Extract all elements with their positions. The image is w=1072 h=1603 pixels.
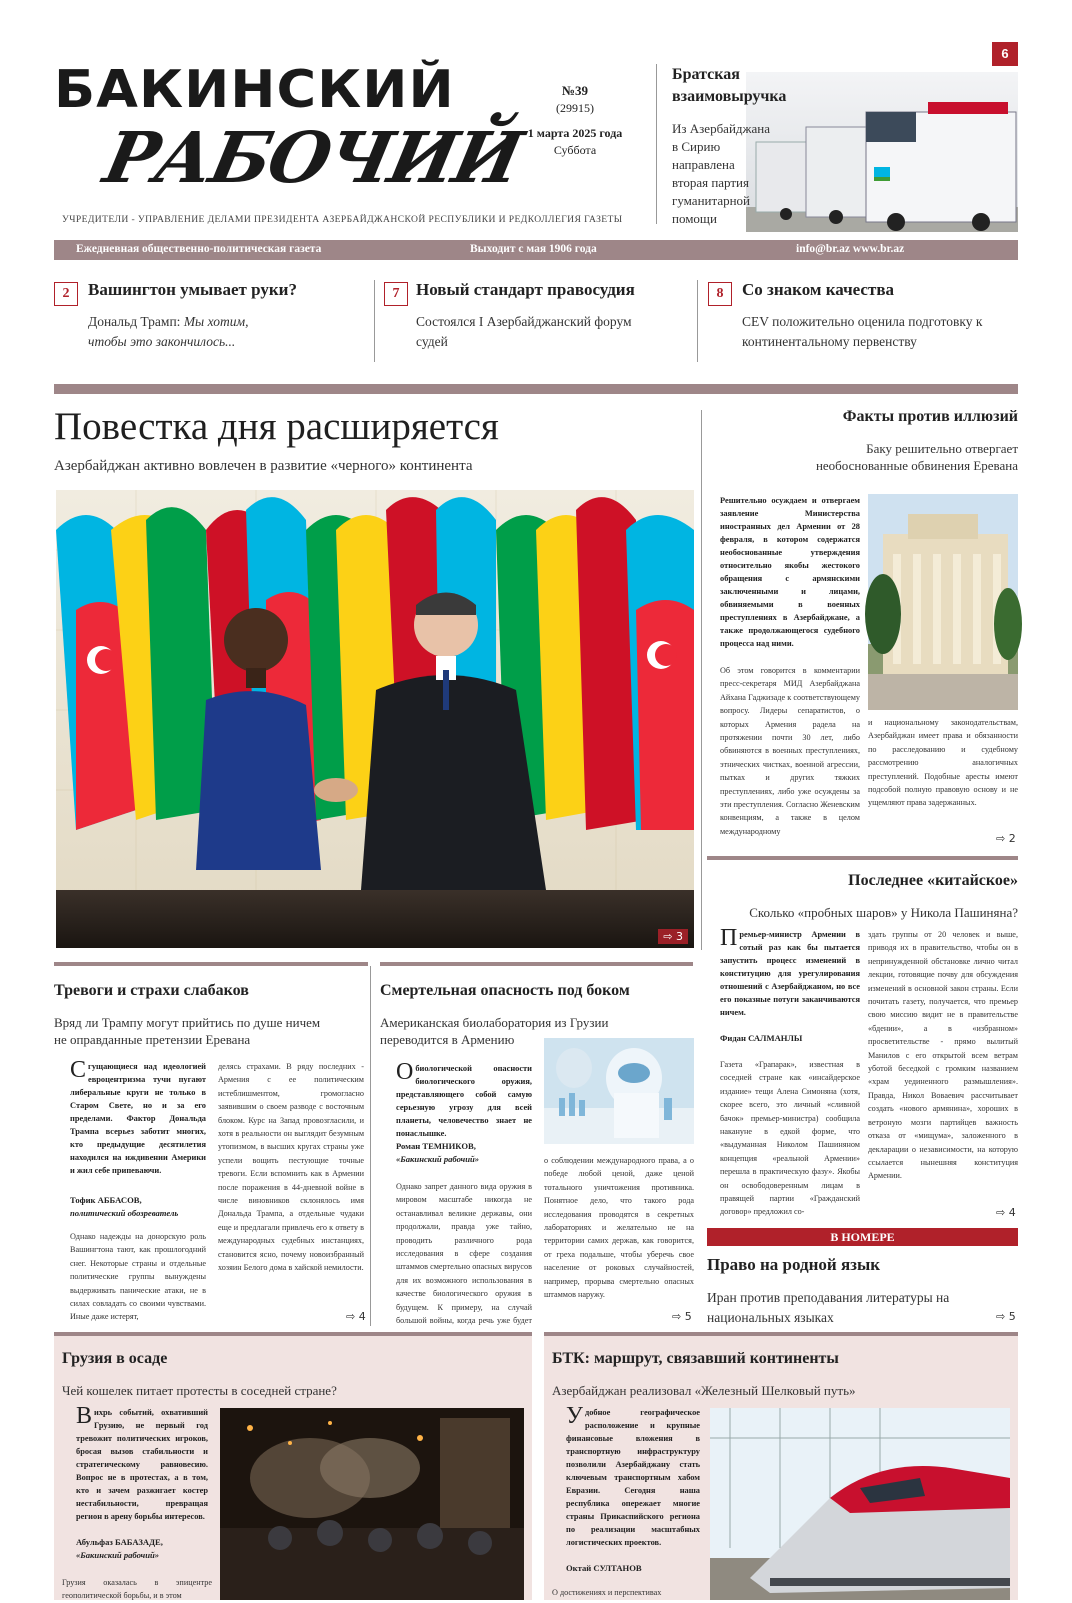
facts-subtitle: Баку решительно отвергает необоснованные обвинения Еревана bbox=[815, 441, 1018, 473]
georgia-subtitle: Чей кошелек питает протесты в соседней стране? bbox=[62, 1383, 337, 1398]
chinese-ref[interactable]: ⇨ 4 bbox=[996, 1206, 1016, 1219]
facts-title[interactable]: Факты против иллюзий bbox=[842, 408, 1018, 425]
danger-author: Роман ТЕМНИКОВ, «Бакинский рабочий» bbox=[396, 1141, 480, 1164]
btk-title[interactable]: БТК: маршрут, связавший континенты bbox=[552, 1350, 839, 1367]
chinese-title[interactable]: Последнее «китайское» bbox=[848, 872, 1018, 889]
in-issue-banner: В НОМЕРЕ bbox=[707, 1228, 1018, 1246]
promo-title: Братская взаимовыручка bbox=[672, 66, 787, 105]
btk-lead: Удобное географическое расположение и крупные финансовые вложения в транспортную инфраструктуру позволили Азербайджану стать ключевым транспортным хабом Евразии. Сегодня наша республика опережает многие страны Прикаспийского региона по реализации масштабных логистических проектов. bbox=[566, 1403, 700, 1547]
danger-body-2: о соблюдении международного права, а о победе любой ценой, даже ценой тотального уничтожения противника. Понятное дело, что такого рода исследования проводятся в секретных лабораториях и желательно не на территории самих держав, как говорится, от греха подальше, чтобы уберечь свое население от роковых случайностей, например, прорыва смертельно опасных штаммов наружу. bbox=[544, 1156, 694, 1300]
main-photo bbox=[56, 490, 694, 948]
teaser-divider-2 bbox=[697, 280, 698, 362]
info-bar-since: Выходит с мая 1906 года bbox=[470, 243, 597, 255]
chinese-body-1: Газета «Грапарак», известная в соседней стране как «инсайдерское издание» тещи Алена Симоняна (хотя, скорее всего, это личный «сливной бачок» премьер-министра) сообщила накануне в едкой форме, что «выдуманная Николом Пашиняном концепция «реальной Армении» перешла в практическую фазу». Якобы он освободоверенным лицам в правящей партии «Гражданский договор» предложил со- bbox=[720, 1060, 860, 1217]
main-headline[interactable]: Повестка дня расширяется bbox=[54, 405, 499, 448]
info-bar-tagline: Ежедневная общественно-политическая газета bbox=[76, 243, 322, 255]
middle-divider bbox=[370, 966, 371, 1326]
promo-subtitle: Из Азербайджана в Сирию направлена вторая партия гуманитарной помощи bbox=[672, 121, 771, 226]
teaser-2-title: Новый стандарт правосудия bbox=[416, 280, 635, 299]
info-bar bbox=[54, 240, 1018, 260]
issue-total: (29915) bbox=[556, 101, 594, 115]
teaser-1-page: 2 bbox=[54, 282, 78, 306]
promo-page-badge[interactable]: 6 bbox=[992, 42, 1018, 66]
chinese-subtitle: Сколько «пробных шаров» у Никола Пашиняна? bbox=[749, 905, 1018, 920]
teaser-3-page: 8 bbox=[708, 282, 732, 306]
founders-line: УЧРЕДИТЕЛИ - УПРАВЛЕНИЕ ДЕЛАМИ ПРЕЗИДЕНТА АЗЕРБАЙДЖАНСКОЙ РЕСПУБЛИКИ И РЕДКОЛЛЕГИЯ ГАЗЕТЫ bbox=[62, 214, 623, 225]
main-subhead: Азербайджан активно вовлечен в развитие «черного» континента bbox=[54, 458, 473, 474]
georgia-title[interactable]: Грузия в осаде bbox=[62, 1350, 168, 1367]
fears-top-rule bbox=[54, 962, 368, 966]
georgia-top-rule bbox=[54, 1332, 532, 1336]
fears-ref[interactable]: ⇨ 4 bbox=[346, 1310, 366, 1323]
section-divider bbox=[54, 384, 1018, 394]
facts-body-2: и национальному законодательствам, Азербайджан имеет права и обязанности по расследованию и судебному рассмотрению аналогичных преступлений. Подобные аресты имеют подсобой полную правовую основу и не ущемляют права задержанных. bbox=[868, 718, 1018, 808]
danger-top-rule bbox=[380, 962, 693, 966]
issue-number: №39 bbox=[561, 83, 589, 98]
facts-lead: Решительно осуждаем и отвергаем заявление Министерства иностранных дел Армении от 28 февраля, в котором содержатся необоснованные утверждения относительно якобы жестокого обращения с армянскими заключенными и лицами, обвиняемыми в военных преступлениях в Азербайджане, а также продолжающегося судебного процесса над ними. bbox=[720, 496, 860, 648]
fears-lead: Сгущающиеся над идеологией евроцентризма тучи пугают либеральные круги не только в Старом Свете, но и за его пределами. Фактор Дональда Трампа всерьез заботит многих, кто предыдущие десятилетия находился на иждивении Америки и жил себе припеваючи. bbox=[70, 1057, 206, 1175]
danger-subtitle: Американская биолаборатория из Грузии переводится в Армению bbox=[380, 1015, 609, 1047]
btk-subtitle: Азербайджан реализовал «Железный Шелковый путь» bbox=[552, 1383, 856, 1398]
fears-body-1: Однако надежды на донорскую роль Вашингтона тают, как прошлогодний снег. Некоторые страны и отдельные политические группы вынуждены выдерживать панические атаки, не в силах совладать со своими чувствами. Иные даже истерят, bbox=[70, 1232, 206, 1322]
lab-photo bbox=[544, 1038, 694, 1144]
promo-box[interactable] bbox=[656, 42, 1018, 232]
chinese-lead: Премьер-министр Армении в сотый раз как бы пытается запустить процесс изменений в конституцию для урегулирования отношений с Азербайджаном, но все его показные потуги заканчиваются ничем. bbox=[720, 925, 860, 1017]
danger-ref[interactable]: ⇨ 5 bbox=[672, 1310, 692, 1323]
danger-body-1: Однако запрет данного вида оружия в мировом масштабе никогда не останавливал великие державы, они продолжали, правда уже тайно, проводить различного рода исследования в сфере создания штаммов смертельно опасных вирусов для их возможного использования в качестве биологического оружия в будущем. К примеру, на случай большой войны, когда речь уже будет bbox=[396, 1182, 532, 1326]
chinese-author: Фидан САЛМАНЛЫ bbox=[720, 1033, 803, 1043]
chinese-body-2: здать группы от 20 человек и выше, приводя их в правительство, чтобы он в непринужденной обстановке лично читал лекции, готовящие почву для обсуждения изменений в основной закон страны. Если почитать газету, получается, что премьер свою миссию видит не в правительстве «бдении», а в «избранном» просветительстве - прямо вылитый Манилов с его открытой всем ветрам уботой беседкой с громким названием «храм уединенного размышления». Правда, Никол Вовaевич рассчитывает создать «нового армянина», хороших в ветроную мозги партийцев важность отказа от «мищума», заложенного в декларации о независимости, на которую ссылается нынешняя конституция Армении. bbox=[868, 930, 1018, 1181]
facts-ref[interactable]: ⇨ 2 bbox=[996, 832, 1016, 845]
in-issue-ref[interactable]: ⇨ 5 bbox=[996, 1310, 1016, 1323]
danger-lead: Обиологической опасности биологического оружия, представляющего собой самую серьезную угрозу для всей планеты, человечество знает не понаслышке. bbox=[396, 1059, 532, 1138]
train-photo bbox=[710, 1408, 1010, 1600]
info-bar-contacts[interactable]: info@br.az www.br.az bbox=[796, 243, 905, 255]
facts-bottom-rule bbox=[707, 856, 1018, 860]
teaser-3-title: Со знаком качества bbox=[742, 280, 895, 299]
right-col-divider bbox=[701, 410, 702, 950]
georgia-body: Грузия оказалась в эпицентре геополитической борьбы, и в этом bbox=[62, 1578, 212, 1601]
fears-title[interactable]: Тревоги и страхи слабаков bbox=[54, 982, 249, 999]
btk-body: О достижениях и перспективах bbox=[552, 1588, 662, 1597]
teaser-3-subtitle: CEV положительно оценила подготовку к континентальному первенству bbox=[742, 314, 983, 349]
teaser-divider-1 bbox=[374, 280, 375, 362]
teaser-1-subtitle: Дональд Трамп: Мы хотим, чтобы это закончилось... bbox=[88, 314, 249, 349]
teaser-2-subtitle: Состоялся I Азербайджанский форум судей bbox=[416, 314, 632, 349]
issue-date: 1 марта 2025 года bbox=[527, 126, 623, 140]
masthead-title-line1: БАКИНСКИЙ bbox=[54, 59, 455, 120]
georgia-lead: Вихрь событий, охвативший Грузию, не первый год тревожит политических игроков, бросая вызов стабильности и стратегическому равновесию. Вопрос не в протестах, а в том, кто и зачем разжигает костер нестабильности, превращая регион в арену борьбы интересов. bbox=[76, 1403, 208, 1521]
in-issue-title[interactable]: Право на родной язык bbox=[707, 1255, 881, 1274]
georgia-author: Абульфаз БАБАЗАДЕ, «Бакинский рабочий» bbox=[76, 1537, 163, 1560]
masthead-title-line2: РАБОЧИЙ bbox=[97, 116, 528, 199]
btk-author: Октай СУЛТАНОВ bbox=[566, 1563, 642, 1573]
main-photo-ref[interactable]: ⇨ 3 bbox=[658, 929, 688, 944]
teaser-2-page: 7 bbox=[384, 282, 408, 306]
facts-body-1: Об этом говорится в комментарии пресс-секретаря МИД Азербайджана Айхана Гаджизаде к соответствующему вопросу. Лидеры сепаратистов, о которых Армения радела на протяжении почти 30 лет, либо обвиняются в военных преступлениях, этнических чистках, военной агрессии, пытках и других тяжких преступлениях, либо уже осуждены за эти преступления. Согласно Женевским конвенциям, а также в целом международному bbox=[720, 666, 860, 836]
fears-subtitle: Вряд ли Трампу могут прийтись по душе ничем не оправданные претензии Еревана bbox=[54, 1015, 321, 1047]
issue-info bbox=[510, 82, 640, 159]
teaser-1-title: Вашингтон умывает руки? bbox=[88, 280, 297, 299]
fears-author: Тофик АББАСОВ, политический обозреватель bbox=[70, 1195, 179, 1218]
danger-title[interactable]: Смертельная опасность под боком bbox=[380, 982, 630, 999]
btk-top-rule bbox=[544, 1332, 1018, 1336]
in-issue-subtitle: Иран против преподавания литературы на национальных языках bbox=[707, 1290, 950, 1325]
fears-body-2: делясь страхами. В ряду последних - Армения с ее политическим истеблишментом, громогласно заявившим о своем разводе с восточным блоком. Курс на Запад провозгласили, и хотя в реальности он выглядит безумным утопизмом, в высших кругах страны уже успели вощить пестующие точные тревоги. Если вспомнить как в Армении после поражения в 44-дневной войне в числе виновников склонялось имя Дональда Трампа, а отдельные чудаки еще и предлагали привлечь его к ответу в международных судебных инстанциях, становится ясно, почему новоизбранный хозяин Белого дома в хайской немилости. bbox=[218, 1062, 364, 1273]
issue-weekday: Суббота bbox=[553, 143, 597, 157]
protest-photo bbox=[220, 1408, 524, 1600]
handshake-photo bbox=[56, 490, 694, 948]
mfa-building-photo bbox=[868, 494, 1018, 710]
